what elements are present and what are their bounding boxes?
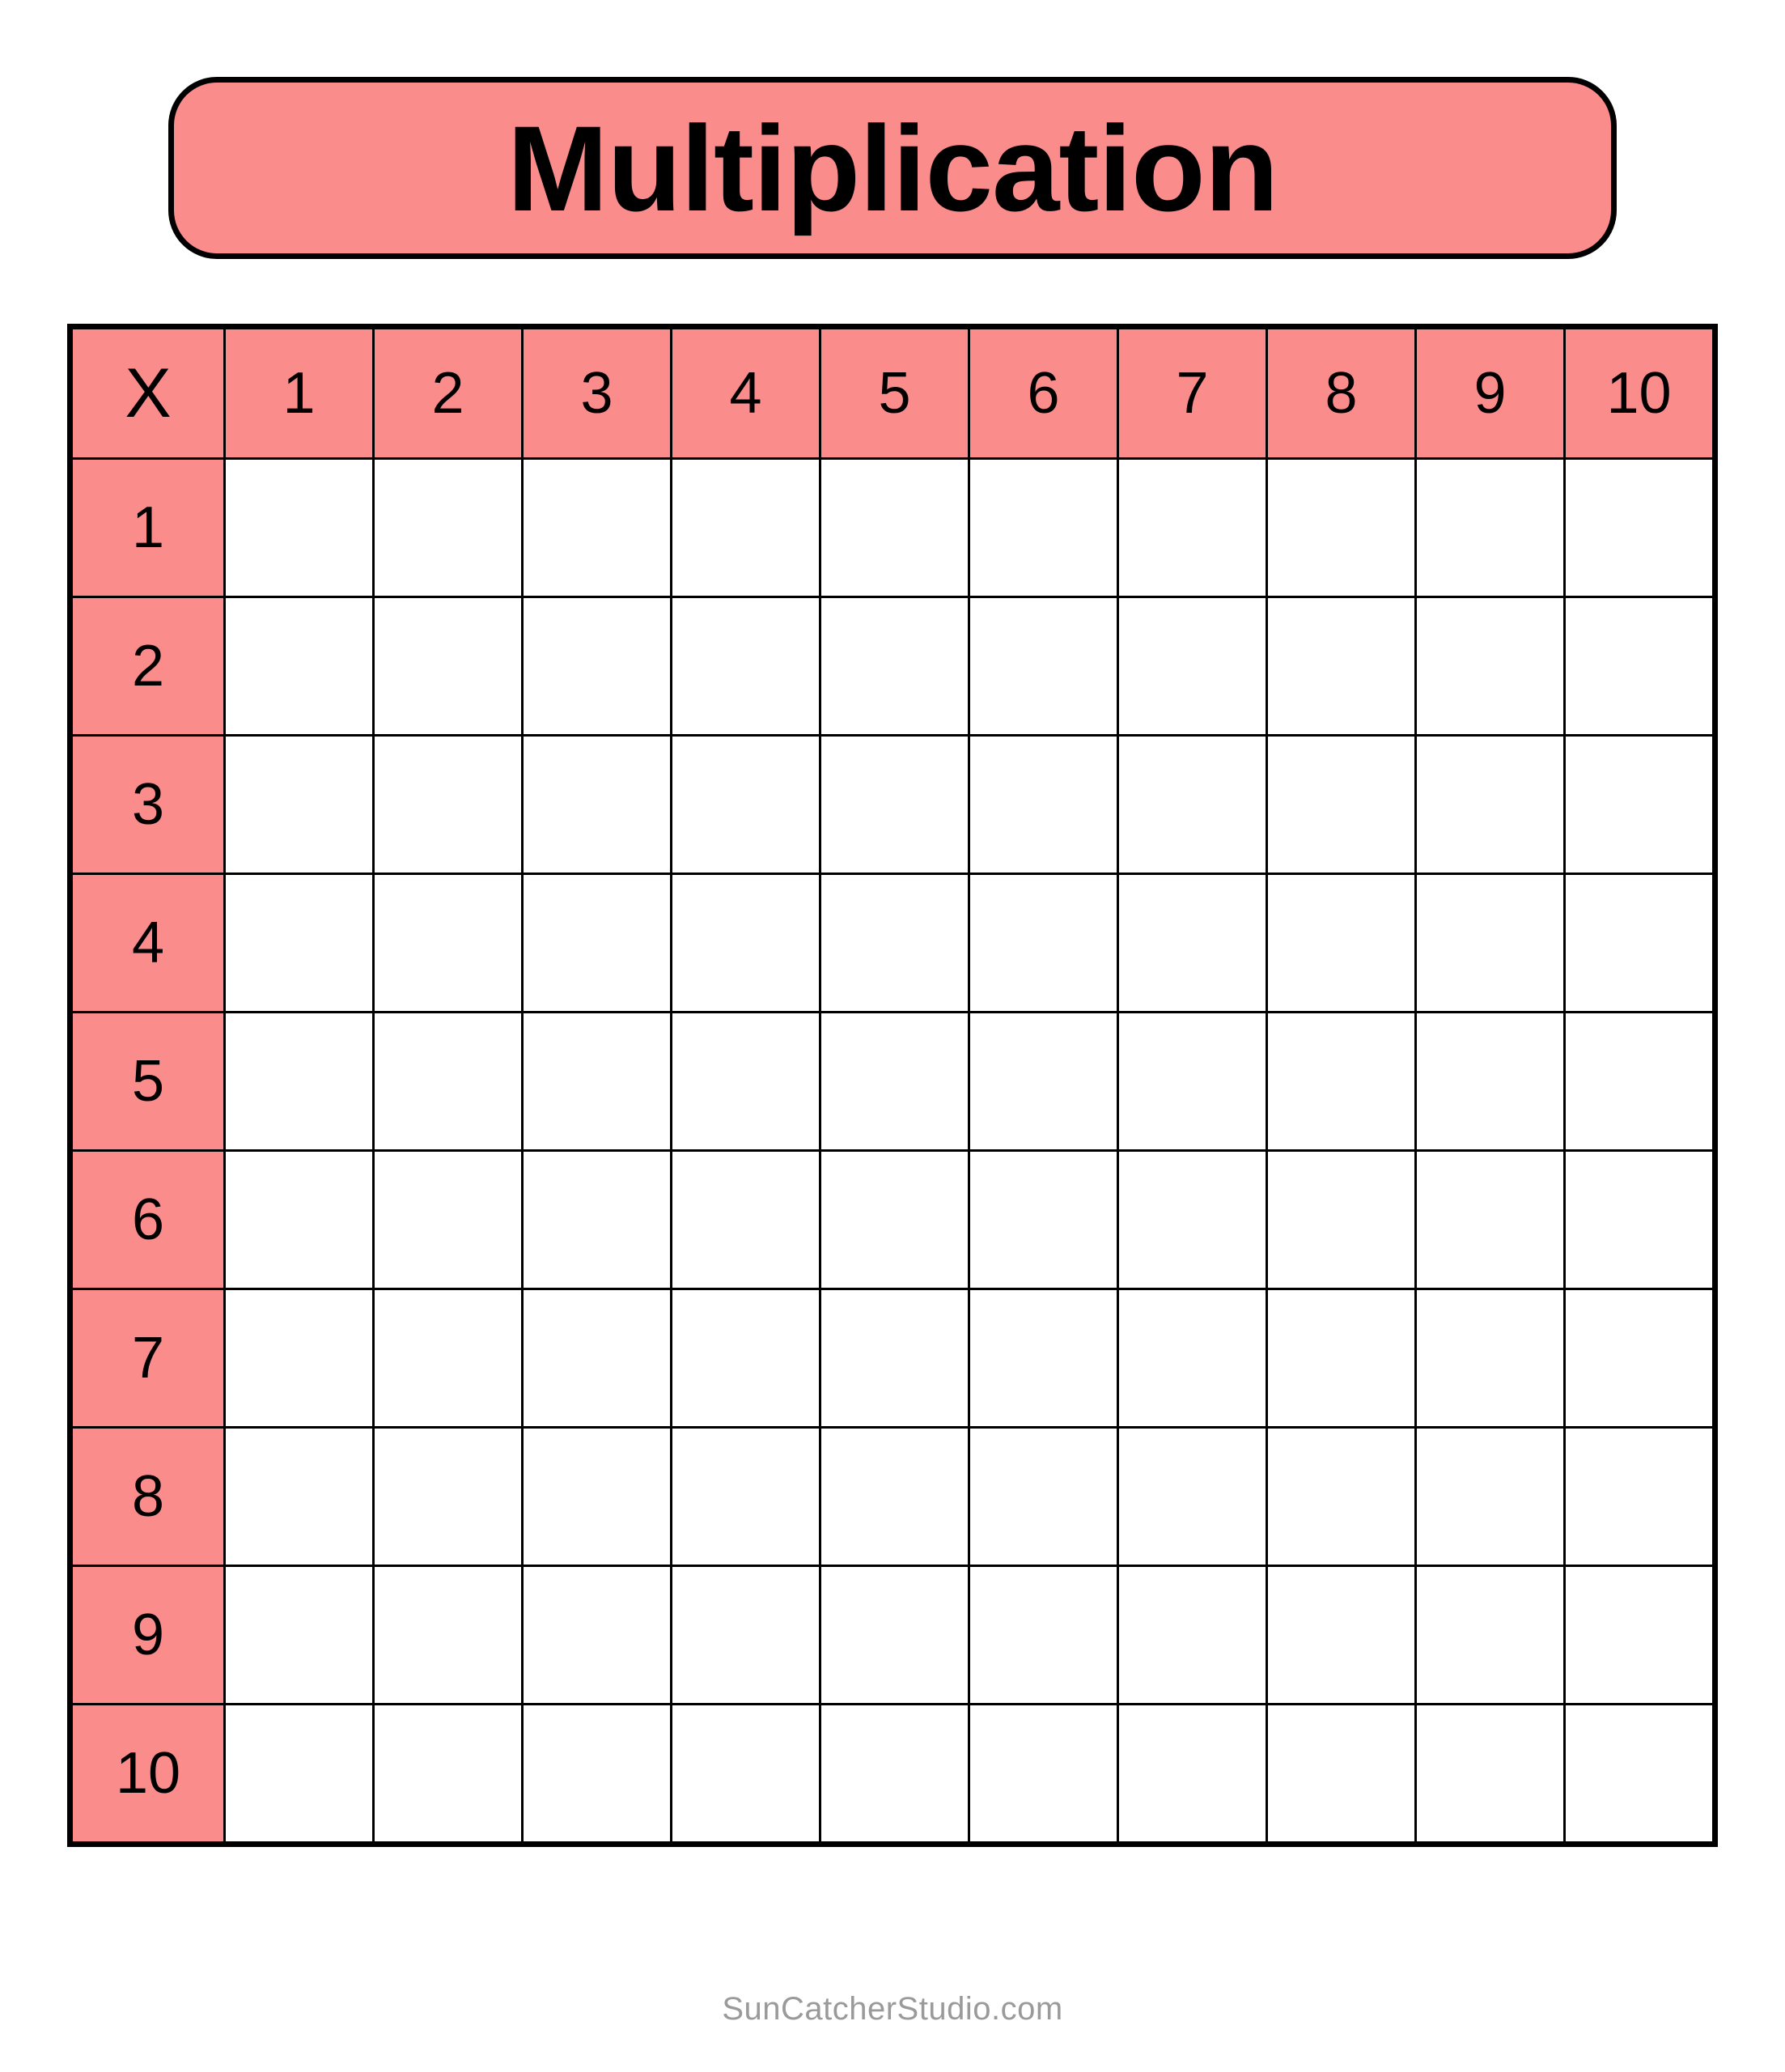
answer-cell[interactable] xyxy=(820,1151,969,1289)
table-header-row xyxy=(70,327,1715,459)
answer-cell[interactable] xyxy=(969,1151,1118,1289)
answer-cell[interactable] xyxy=(672,1013,820,1151)
answer-cell[interactable] xyxy=(523,1289,672,1428)
answer-cell[interactable] xyxy=(225,1289,374,1428)
answer-cell[interactable] xyxy=(1267,1566,1416,1705)
row-header: 7 xyxy=(70,1289,225,1428)
answer-cell[interactable] xyxy=(672,736,820,874)
answer-cell[interactable] xyxy=(1416,597,1565,736)
column-header: 4 xyxy=(672,327,820,459)
answer-cell[interactable] xyxy=(820,1013,969,1151)
answer-cell[interactable] xyxy=(225,736,374,874)
answer-cell[interactable] xyxy=(523,597,672,736)
answer-cell[interactable] xyxy=(969,736,1118,874)
table-corner-operator: X xyxy=(70,327,225,459)
answer-cell[interactable] xyxy=(1267,459,1416,597)
answer-cell[interactable] xyxy=(374,1566,523,1705)
answer-cell[interactable] xyxy=(374,1428,523,1566)
answer-cell[interactable] xyxy=(1565,1566,1715,1705)
table-row xyxy=(70,1428,1715,1566)
answer-cell[interactable] xyxy=(1118,1705,1267,1845)
answer-cell[interactable] xyxy=(1118,874,1267,1013)
answer-cell[interactable] xyxy=(1118,1151,1267,1289)
answer-cell[interactable] xyxy=(672,1151,820,1289)
column-header: 10 xyxy=(1565,327,1715,459)
answer-cell[interactable] xyxy=(1267,1428,1416,1566)
answer-cell[interactable] xyxy=(820,1428,969,1566)
answer-cell[interactable] xyxy=(1267,1013,1416,1151)
column-header: 3 xyxy=(523,327,672,459)
row-header: 4 xyxy=(70,874,225,1013)
answer-cell[interactable] xyxy=(969,597,1118,736)
row-header: 9 xyxy=(70,1566,225,1705)
answer-cell[interactable] xyxy=(225,459,374,597)
column-header: 1 xyxy=(225,327,374,459)
answer-cell[interactable] xyxy=(523,874,672,1013)
answer-cell[interactable] xyxy=(374,1013,523,1151)
answer-cell[interactable] xyxy=(523,459,672,597)
table-row xyxy=(70,1289,1715,1428)
row-header: 6 xyxy=(70,1151,225,1289)
answer-cell[interactable] xyxy=(1565,1705,1715,1845)
answer-cell[interactable] xyxy=(969,1705,1118,1845)
answer-cell[interactable] xyxy=(225,874,374,1013)
answer-cell[interactable] xyxy=(374,597,523,736)
answer-cell[interactable] xyxy=(523,1705,672,1845)
answer-cell[interactable] xyxy=(969,459,1118,597)
answer-cell[interactable] xyxy=(225,1151,374,1289)
answer-cell[interactable] xyxy=(1416,1428,1565,1566)
answer-cell[interactable] xyxy=(672,459,820,597)
answer-cell[interactable] xyxy=(225,1013,374,1151)
answer-cell[interactable] xyxy=(1565,597,1715,736)
answer-cell[interactable] xyxy=(1416,736,1565,874)
answer-cell[interactable] xyxy=(820,597,969,736)
answer-cell[interactable] xyxy=(374,1151,523,1289)
answer-cell[interactable] xyxy=(225,597,374,736)
answer-cell[interactable] xyxy=(1267,1289,1416,1428)
answer-cell[interactable] xyxy=(1118,1428,1267,1566)
answer-cell[interactable] xyxy=(523,736,672,874)
answer-cell[interactable] xyxy=(820,1566,969,1705)
answer-cell[interactable] xyxy=(969,1013,1118,1151)
answer-cell[interactable] xyxy=(969,1289,1118,1428)
answer-cell[interactable] xyxy=(374,1289,523,1428)
answer-cell[interactable] xyxy=(969,1566,1118,1705)
answer-cell[interactable] xyxy=(1118,1013,1267,1151)
table-row xyxy=(70,874,1715,1013)
answer-cell[interactable] xyxy=(1416,1151,1565,1289)
page-title: Multiplication xyxy=(507,100,1278,236)
answer-cell[interactable] xyxy=(1118,1289,1267,1428)
answer-cell[interactable] xyxy=(969,1428,1118,1566)
answer-cell[interactable] xyxy=(1565,459,1715,597)
column-header: 6 xyxy=(969,327,1118,459)
table-row xyxy=(70,1013,1715,1151)
row-header: 1 xyxy=(70,459,225,597)
column-header: 9 xyxy=(1416,327,1565,459)
answer-cell[interactable] xyxy=(820,1705,969,1845)
answer-cell[interactable] xyxy=(672,1428,820,1566)
answer-cell[interactable] xyxy=(1118,1566,1267,1705)
answer-cell[interactable] xyxy=(374,459,523,597)
row-header: 5 xyxy=(70,1013,225,1151)
table-row xyxy=(70,597,1715,736)
answer-cell[interactable] xyxy=(1416,1566,1565,1705)
multiplication-table xyxy=(67,324,1718,1847)
table-row xyxy=(70,1151,1715,1289)
table-row xyxy=(70,736,1715,874)
answer-cell[interactable] xyxy=(225,1705,374,1845)
answer-cell[interactable] xyxy=(1267,874,1416,1013)
answer-cell[interactable] xyxy=(1267,1705,1416,1845)
answer-cell[interactable] xyxy=(969,874,1118,1013)
answer-cell[interactable] xyxy=(1565,1013,1715,1151)
table-row xyxy=(70,459,1715,597)
answer-cell[interactable] xyxy=(672,597,820,736)
answer-cell[interactable] xyxy=(374,874,523,1013)
answer-cell[interactable] xyxy=(672,1566,820,1705)
row-header: 2 xyxy=(70,597,225,736)
row-header: 10 xyxy=(70,1705,225,1845)
answer-cell[interactable] xyxy=(1416,874,1565,1013)
answer-cell[interactable] xyxy=(523,1013,672,1151)
answer-cell[interactable] xyxy=(1416,459,1565,597)
answer-cell[interactable] xyxy=(820,1289,969,1428)
answer-cell[interactable] xyxy=(1565,1289,1715,1428)
multiplication-grid-wrapper xyxy=(67,324,1718,1847)
answer-cell[interactable] xyxy=(1416,1289,1565,1428)
answer-cell[interactable] xyxy=(523,1151,672,1289)
title-banner xyxy=(168,77,1617,259)
answer-cell[interactable] xyxy=(820,459,969,597)
answer-cell[interactable] xyxy=(1565,874,1715,1013)
answer-cell[interactable] xyxy=(1267,736,1416,874)
answer-cell[interactable] xyxy=(1565,736,1715,874)
answer-cell[interactable] xyxy=(1267,1151,1416,1289)
answer-cell[interactable] xyxy=(374,736,523,874)
column-header: 8 xyxy=(1267,327,1416,459)
answer-cell[interactable] xyxy=(1118,597,1267,736)
footer-credit: SunCatcherStudio.com xyxy=(722,1991,1063,2027)
row-header: 3 xyxy=(70,736,225,874)
answer-cell[interactable] xyxy=(225,1428,374,1566)
answer-cell[interactable] xyxy=(672,1705,820,1845)
answer-cell[interactable] xyxy=(672,1289,820,1428)
column-header: 5 xyxy=(820,327,969,459)
answer-cell[interactable] xyxy=(523,1428,672,1566)
table-row xyxy=(70,1705,1715,1845)
answer-cell[interactable] xyxy=(523,1566,672,1705)
answer-cell[interactable] xyxy=(1118,459,1267,597)
answer-cell[interactable] xyxy=(374,1705,523,1845)
answer-cell[interactable] xyxy=(1565,1428,1715,1566)
answer-cell[interactable] xyxy=(1565,1151,1715,1289)
column-header: 2 xyxy=(374,327,523,459)
answer-cell[interactable] xyxy=(1267,597,1416,736)
answer-cell[interactable] xyxy=(820,736,969,874)
answer-cell[interactable] xyxy=(672,874,820,1013)
answer-cell[interactable] xyxy=(225,1566,374,1705)
answer-cell[interactable] xyxy=(820,874,969,1013)
answer-cell[interactable] xyxy=(1118,736,1267,874)
column-header: 7 xyxy=(1118,327,1267,459)
table-row xyxy=(70,1566,1715,1705)
row-header: 8 xyxy=(70,1428,225,1566)
answer-cell[interactable] xyxy=(1416,1013,1565,1151)
answer-cell[interactable] xyxy=(1416,1705,1565,1845)
